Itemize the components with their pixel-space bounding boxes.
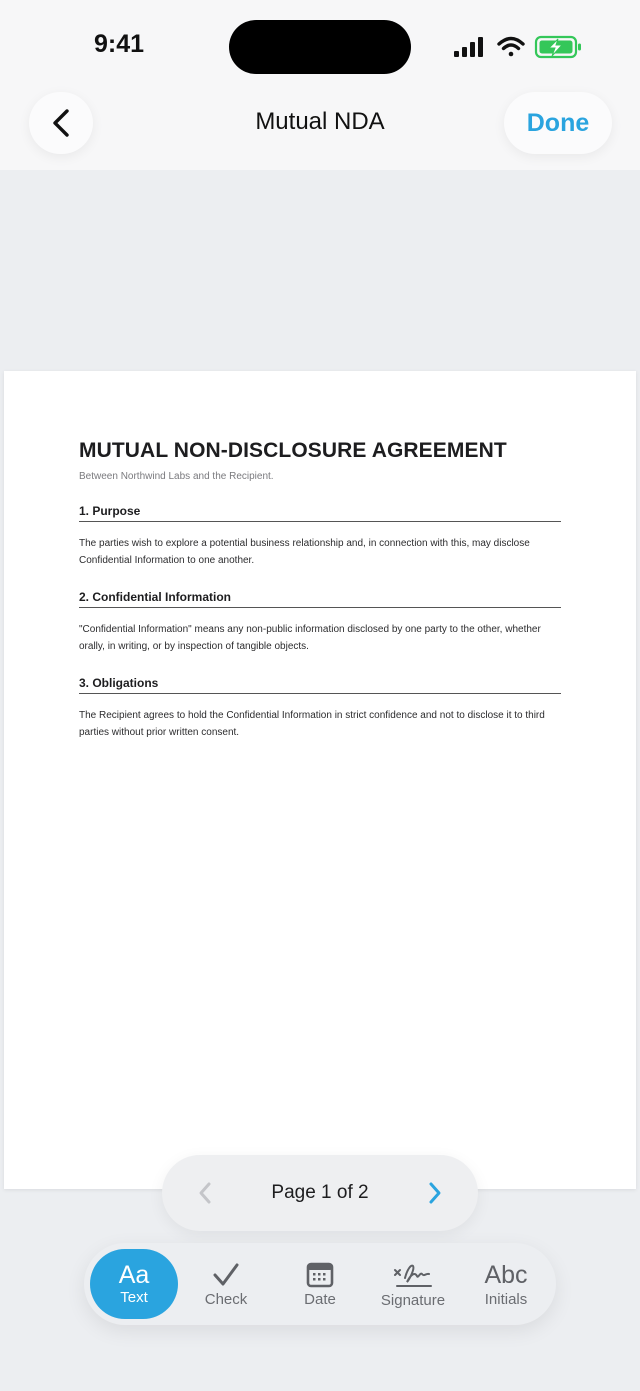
wifi-icon (499, 39, 523, 57)
section-heading: 2. Confidential Information (79, 590, 561, 608)
document-page[interactable] (4, 371, 636, 1189)
section-confidential-information (79, 590, 561, 655)
next-page-button[interactable] (422, 1179, 448, 1207)
initials-tool-icon: Abc (484, 1260, 528, 1289)
battery-charging-icon (536, 37, 581, 57)
section-body: The Recipient agrees to hold the Confidential Information in strict confidence and not to disclose it to third parties without prior written consent. (79, 710, 545, 738)
page-indicator: Page 1 of 2 (271, 1182, 369, 1203)
tool-label: Date (304, 1290, 336, 1308)
dynamic-island (229, 20, 411, 74)
document-subtitle: Between Northwind Labs and the Recipient. (79, 471, 274, 482)
section-body: The parties wish to explore a potential business relationship and, in connection with this, may disclose Confidential Information to one another. (79, 538, 530, 566)
tool-label: Text (120, 1289, 148, 1306)
section-heading: 3. Obligations (79, 676, 561, 694)
status-time: 9:41 (94, 30, 145, 58)
chevron-left-icon (197, 1181, 213, 1205)
calendar-icon (305, 1261, 335, 1289)
tool-label: Check (204, 1290, 248, 1308)
back-button[interactable] (29, 92, 93, 154)
tool-label: Initials (484, 1290, 528, 1308)
chevron-left-icon (50, 108, 72, 138)
date-tool-button[interactable] (276, 1249, 364, 1319)
initials-tool-button[interactable] (464, 1249, 548, 1319)
cellular-signal-icon (454, 37, 483, 57)
page-pager (162, 1155, 478, 1231)
document-title: MUTUAL NON-DISCLOSURE AGREEMENT (79, 439, 507, 462)
section-obligations (79, 676, 561, 741)
text-tool-icon: Aa (118, 1261, 150, 1289)
signature-tool-button[interactable] (368, 1249, 458, 1319)
page-title: Mutual NDA (255, 108, 385, 135)
text-tool-button[interactable] (90, 1249, 178, 1319)
section-body: "Confidential Information" means any non-public information disclosed by one party to the other, whether orally, in writing, or by inspection of tangible objects. (79, 624, 541, 652)
section-heading: 1. Purpose (79, 504, 561, 522)
section-purpose (79, 504, 561, 569)
previous-page-button[interactable] (192, 1179, 218, 1207)
done-button[interactable]: Done (504, 92, 612, 154)
status-icons (450, 34, 590, 62)
signature-icon (391, 1260, 435, 1290)
checkmark-icon (211, 1261, 241, 1289)
check-tool-button[interactable] (184, 1249, 268, 1319)
tool-dock (84, 1243, 556, 1325)
chevron-right-icon (427, 1181, 443, 1205)
tool-label: Signature (380, 1291, 446, 1309)
top-bar (0, 0, 640, 170)
